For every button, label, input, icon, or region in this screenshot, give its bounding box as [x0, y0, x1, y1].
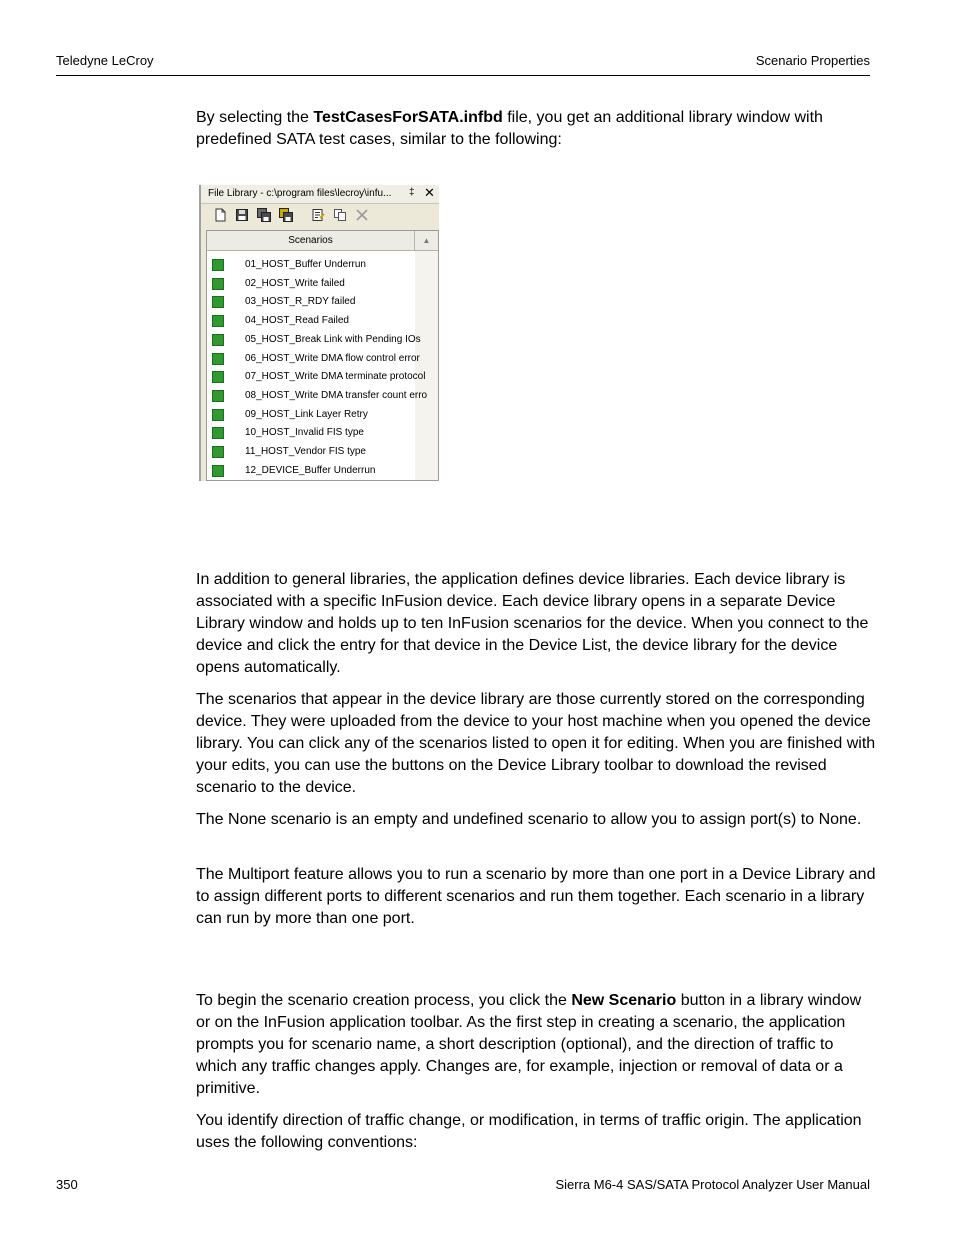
scenario-icon — [212, 371, 224, 383]
scenario-icon — [212, 465, 224, 477]
p5-post: button in a library window or on the InFusion application toolbar. As the first step in creating a scenario, the application prompts you for scenario name, a short description (optional), and the direction of traffic to which any traffic changes apply. Changes are, for example, injection or removal of data or a primitive. — [196, 992, 862, 1097]
p5-pre: To begin the scenario creation process, you click the — [196, 992, 572, 1009]
copy-icon[interactable] — [333, 208, 347, 222]
list-item[interactable] — [207, 368, 426, 386]
scenario-icon — [212, 353, 224, 365]
new-scenario-term: New Scenario — [571, 992, 677, 1009]
scenario-icon — [212, 315, 224, 327]
list-item[interactable] — [207, 387, 428, 405]
scenario-label: 06_HOST_Write DMA flow control error — [245, 352, 420, 364]
window-toolbar — [201, 204, 439, 228]
header-company: Teledyne LeCroy — [56, 53, 154, 68]
scenario-label: 07_HOST_Write DMA terminate protocol — [245, 371, 426, 383]
save-all-icon[interactable] — [257, 208, 271, 222]
page-header — [56, 53, 870, 76]
scenario-label: 10_HOST_Invalid FIS type — [245, 427, 364, 439]
intro-post: file, you get an additional library window with predefined SATA test cases, similar to the following: — [196, 109, 823, 148]
intro-pre: By selecting the — [196, 109, 314, 126]
scenario-label: 02_HOST_Write failed — [245, 277, 345, 289]
list-item[interactable] — [207, 331, 421, 349]
save-icon[interactable] — [235, 208, 249, 222]
scenario-label: 12_DEVICE_Buffer Underrun — [245, 464, 376, 476]
scenario-icon — [212, 296, 224, 308]
window-titlebar — [201, 185, 439, 204]
scenario-icon — [212, 446, 224, 458]
paragraph-device-scenarios: The scenarios that appear in the device library are those currently stored on the corresponding device. They were uploaded from the device to your host machine when you opened the device library. You can click any of the scenarios listed to open it for editing. When you are finished with your edits, you can use the buttons on the Device Library toolbar to download the revised scenario to the device. — [196, 691, 876, 796]
scenario-icon — [212, 278, 224, 290]
list-item[interactable] — [207, 275, 415, 293]
scenario-icon — [212, 259, 224, 271]
list-item[interactable] — [207, 406, 415, 424]
scenario-label: 01_HOST_Buffer Underrun — [245, 259, 366, 270]
pin-icon[interactable]: ‡ — [409, 187, 415, 198]
scenario-label: 09_HOST_Link Layer Retry — [245, 408, 368, 420]
header-section-title: Scenario Properties — [755, 53, 870, 68]
close-icon[interactable]: ✕ — [424, 185, 435, 200]
scenario-label: 03_HOST_R_RDY failed — [245, 296, 356, 308]
scenario-label: 11_HOST_Vendor FIS type — [245, 446, 366, 457]
scenarios-column-header[interactable]: Scenarios — [207, 231, 415, 251]
intro-paragraph — [196, 107, 876, 151]
scenario-icon — [212, 409, 224, 421]
properties-icon[interactable] — [311, 208, 325, 222]
paragraph-traffic-direction: You identify direction of traffic change, or modification, in terms of traffic origin. The application uses the following conventions: — [196, 1112, 862, 1151]
scenario-icon — [212, 390, 224, 402]
list-item[interactable] — [207, 424, 415, 442]
scenario-label: 05_HOST_Break Link with Pending IOs — [245, 333, 421, 345]
intro-filename: TestCasesForSATA.infbd — [313, 109, 503, 126]
delete-icon[interactable] — [355, 208, 369, 222]
scenario-icon — [212, 427, 224, 439]
list-item[interactable] — [207, 462, 415, 480]
save-to-device-icon[interactable] — [279, 208, 293, 222]
list-item[interactable] — [207, 293, 415, 311]
window-title: File Library - c:\program files\lecroy\infu... — [208, 188, 392, 199]
new-file-icon[interactable] — [213, 208, 227, 222]
file-library-window — [199, 185, 439, 481]
list-item[interactable] — [207, 312, 415, 330]
list-item[interactable] — [207, 443, 415, 461]
footer-manual-title: Sierra M6-4 SAS/SATA Protocol Analyzer User Manual — [555, 1177, 870, 1192]
list-item[interactable] — [207, 256, 415, 274]
scenario-label: 08_HOST_Write DMA transfer count erro — [245, 389, 428, 401]
paragraph-scenario-creation — [196, 990, 876, 1100]
scenario-icon — [212, 334, 224, 346]
paragraph-none-scenario: The None scenario is an empty and undefined scenario to allow you to assign port(s) to None. — [196, 811, 862, 828]
page-number: 350 — [56, 1177, 78, 1192]
paragraph-device-libraries: In addition to general libraries, the application defines device libraries. Each device library is associated with a specific InFusion device. Each device library opens in a separate Device Library window and holds up to ten InFusion scenarios for the device. When you connect to the device and click the entry for that device in the Device List, the device library for the device opens automatically. — [196, 571, 869, 676]
scroll-up-icon[interactable]: ▲ — [415, 231, 438, 251]
scenario-list — [206, 230, 439, 481]
list-item[interactable] — [207, 350, 420, 368]
scenario-label: 04_HOST_Read Failed — [245, 315, 349, 327]
paragraph-multiport: The Multiport feature allows you to run a scenario by more than one port in a Device Library and to assign different ports to different scenarios and run them together. Each scenario in a library can run by more than one port. — [196, 866, 876, 927]
